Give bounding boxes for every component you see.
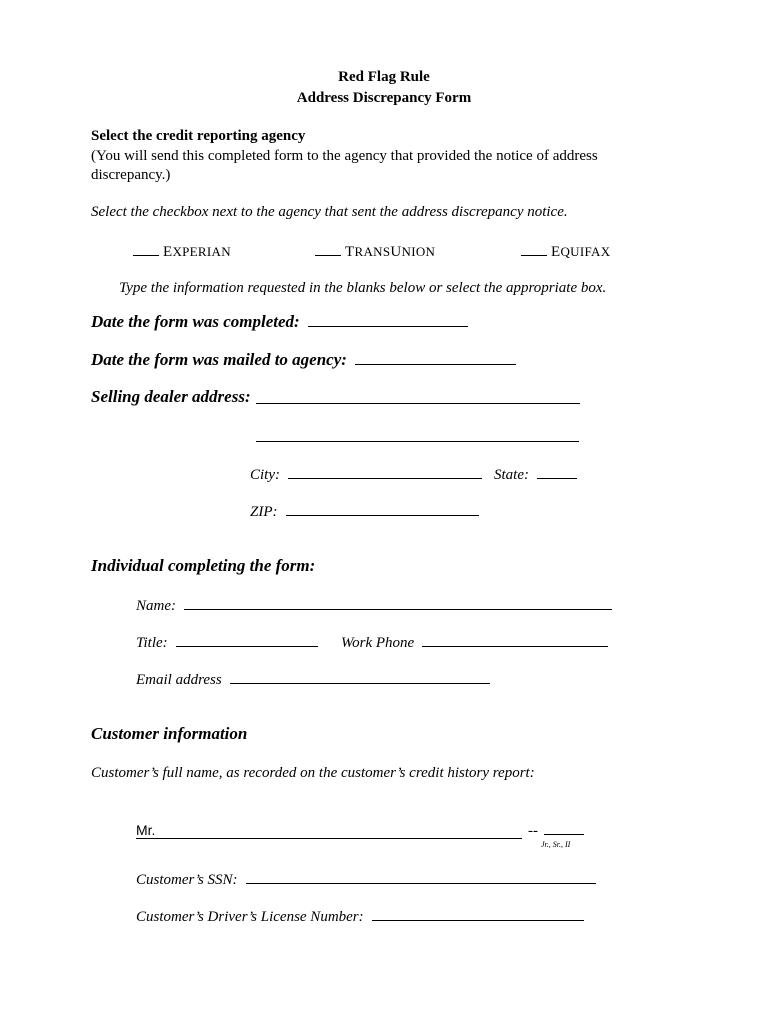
- dealer-city-field[interactable]: [288, 464, 482, 479]
- equifax-checkbox-blank[interactable]: [521, 241, 547, 256]
- dealer-state-field[interactable]: [537, 464, 577, 479]
- date-mailed-label: Date the form was mailed to agency:: [91, 350, 347, 369]
- dealer-address-label: Selling dealer address:: [91, 387, 251, 406]
- individual-title-row: [136, 632, 318, 652]
- customer-license-field[interactable]: [372, 906, 584, 921]
- customer-license-row: [136, 906, 584, 926]
- name-suffix-separator: --: [528, 823, 538, 839]
- customer-ssn-field[interactable]: [246, 869, 596, 884]
- dealer-zip-field[interactable]: [286, 501, 479, 516]
- dealer-city-row: [250, 464, 482, 484]
- equifax-label: EQUIFAX: [551, 244, 611, 260]
- dealer-zip-row: [250, 501, 479, 521]
- individual-email-label: Email address: [136, 672, 222, 688]
- dealer-address-line1-field[interactable]: [256, 389, 580, 404]
- customer-ssn-row: [136, 869, 596, 889]
- date-completed-row: [91, 312, 468, 332]
- customer-name-row: [136, 820, 584, 840]
- dealer-address-line2-field[interactable]: [256, 427, 579, 442]
- date-completed-field[interactable]: [308, 312, 468, 327]
- customer-name-note: Customer’s full name, as recorded on the customer’s credit history report:: [91, 765, 535, 781]
- customer-license-label: Customer’s Driver’s License Number:: [136, 909, 364, 925]
- agency-note-line1: (You will send this completed form to the agency that provided the notice of address: [91, 148, 598, 164]
- individual-heading: Individual completing the form:: [91, 556, 316, 575]
- individual-phone-row: [341, 632, 608, 652]
- suffix-hint: Jr., Sr., II: [541, 840, 571, 849]
- date-completed-label: Date the form was completed:: [91, 312, 300, 331]
- dealer-address-row: [91, 387, 251, 407]
- individual-phone-label: Work Phone: [341, 635, 415, 651]
- individual-name-label: Name:: [136, 598, 176, 614]
- individual-email-row: [136, 669, 490, 689]
- individual-phone-field[interactable]: [422, 632, 608, 647]
- dealer-city-label: City:: [250, 467, 280, 483]
- customer-suffix-field[interactable]: [544, 820, 584, 835]
- experian-checkbox-blank[interactable]: [133, 241, 159, 256]
- dealer-zip-label: ZIP:: [250, 504, 278, 520]
- dealer-state-label: State:: [494, 467, 529, 483]
- date-mailed-field[interactable]: [355, 350, 516, 365]
- agency-note-line2: discrepancy.): [91, 167, 171, 183]
- agency-option-equifax[interactable]: [521, 241, 610, 261]
- individual-name-row: [136, 595, 612, 615]
- customer-ssn-label: Customer’s SSN:: [136, 872, 238, 888]
- individual-title-label: Title:: [136, 635, 168, 651]
- agency-option-experian[interactable]: [133, 241, 231, 261]
- transunion-label: TRANSUNION: [345, 244, 436, 260]
- individual-title-field[interactable]: [176, 632, 318, 647]
- experian-label: EXPERIAN: [163, 244, 231, 260]
- form-title-line2: Address Discrepancy Form: [296, 90, 472, 106]
- agency-instruction: Select the checkbox next to the agency that sent the address discrepancy notice.: [91, 204, 568, 220]
- date-mailed-row: [91, 350, 516, 370]
- form-title-line1: Red Flag Rule: [338, 69, 430, 85]
- blanks-instruction: Type the information requested in the blanks below or select the appropriate box.: [119, 280, 607, 296]
- agency-heading: Select the credit reporting agency: [91, 128, 306, 144]
- dealer-state-row: [494, 464, 577, 484]
- individual-email-field[interactable]: [230, 669, 490, 684]
- transunion-checkbox-blank[interactable]: [315, 241, 341, 256]
- customer-name-prefix: Mr.: [136, 822, 156, 838]
- customer-name-field[interactable]: [136, 822, 522, 839]
- individual-name-field[interactable]: [184, 595, 612, 610]
- customer-heading: Customer information: [91, 724, 248, 743]
- agency-option-transunion[interactable]: [315, 241, 435, 261]
